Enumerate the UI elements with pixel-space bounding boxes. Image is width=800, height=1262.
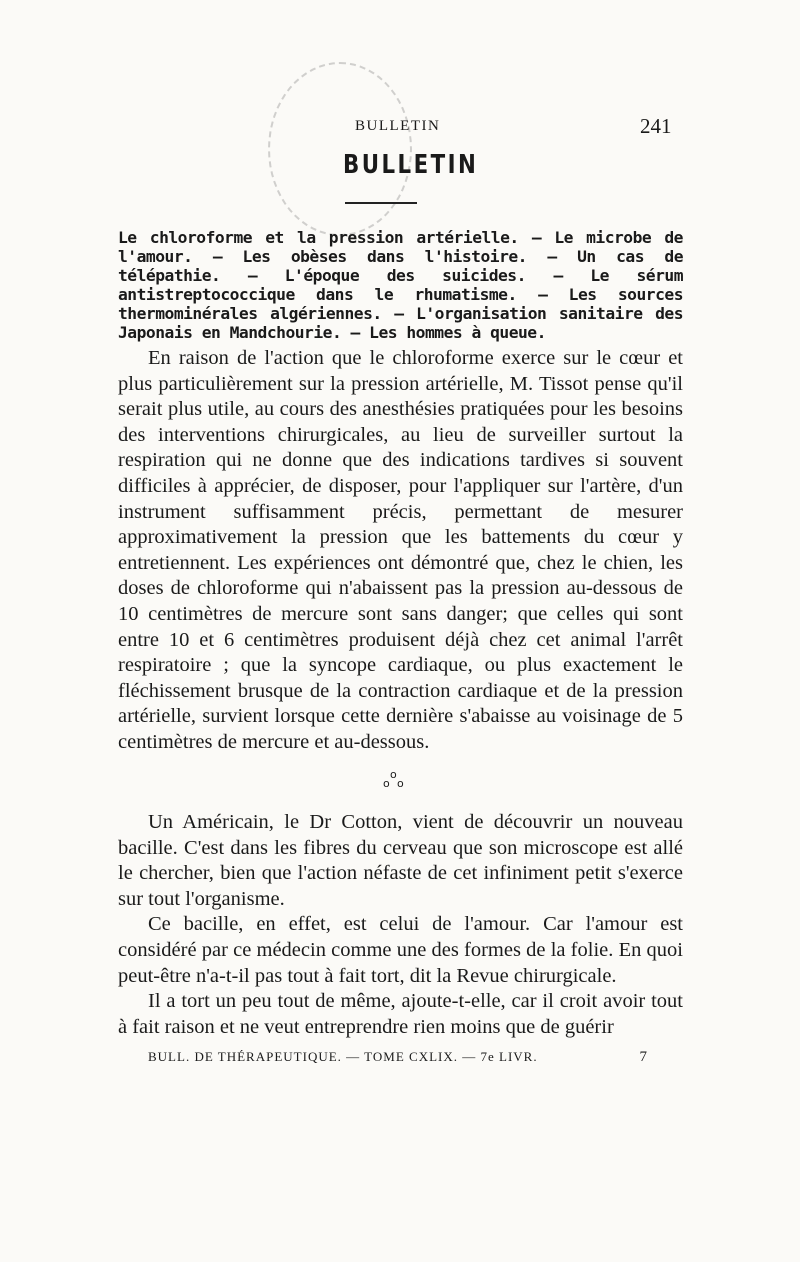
paragraph: En raison de l'action que le chloroforme exerce sur le cœur et plus particulièrement sur la pression artérielle, M. Tissot pense qu'il serait plus utile, au cours des anesthésies pratiquées pour les besoins des interventions chirurgicales, au lieu de surveiller surtout la respiration qui ne donne que des indications tardives si souvent difficiles à apprécier, de disposer, pour l'appliquer sur l'artère, d'un instrument suffisamment précis, permettant de mesurer approximativement la pression que les battements du cœur y entretiennent. Les expériences ont démontré que, chez le chien, les doses de chloroforme qui n'abaissent pas la pression au-dessous de 10 centimètres de mercure sont sans danger; que celles qui sont entre 10 et 6 centimètres produisent déjà chez cet animal l'arrêt respiratoire ; que la syncope cardiaque, ou plus exactement le fléchissement brusque de la contraction cardiaque et de la pression artérielle, survient lorsque cette dernière s'abaisse au voisinage de 5 centimètres de mercure et au-dessous. [118, 347, 683, 753]
section-title: BULLETIN [343, 150, 479, 180]
section-summary: Le chloroforme et la pression artérielle. — Le microbe de l'amour. — Les obèses dans l'histoire. — Un cas de télépathie. — L'époque des suicides. — Le sérum antistreptococcique dans le rhumatisme. — Les sources thermominérales algériennes. — L'organisation sanitaire des Japonais en Mandchourie. — Les hommes à queue. [118, 228, 683, 342]
page-footer [148, 1049, 648, 1067]
running-head [0, 114, 800, 140]
section-separator: o o o [383, 768, 404, 790]
article-block-chloroforme [118, 346, 683, 756]
title-rule [345, 202, 417, 204]
page-number: 241 [640, 114, 672, 138]
footer-citation: BULL. DE THÉRAPEUTIQUE. — TOME CXLIX. — 7e LIVR. [148, 1049, 538, 1064]
footer-signature: 7 [639, 1049, 648, 1065]
running-title: BULLETIN [355, 118, 441, 134]
article-block-microbe [118, 810, 683, 1040]
paragraph: Il a tort un peu tout de même, ajoute-t-elle, car il croit avoir tout à fait raison et ne veut entreprendre rien moins que de guérir [118, 990, 683, 1038]
paragraph: Ce bacille, en effet, est celui de l'amour. Car l'amour est considéré par ce médecin comme une des formes de la folie. En quoi peut-être n'a-t-il pas tout à fait tort, dit la Revue chirurgicale. [118, 913, 683, 987]
paragraph: Un Américain, le Dr Cotton, vient de découvrir un nouveau bacille. C'est dans les fibres du cerveau que son microscope est allé le chercher, bien que l'action néfaste de cet infiniment petit s'exerce sur tout l'organisme. [118, 811, 683, 910]
library-stamp [268, 62, 412, 236]
